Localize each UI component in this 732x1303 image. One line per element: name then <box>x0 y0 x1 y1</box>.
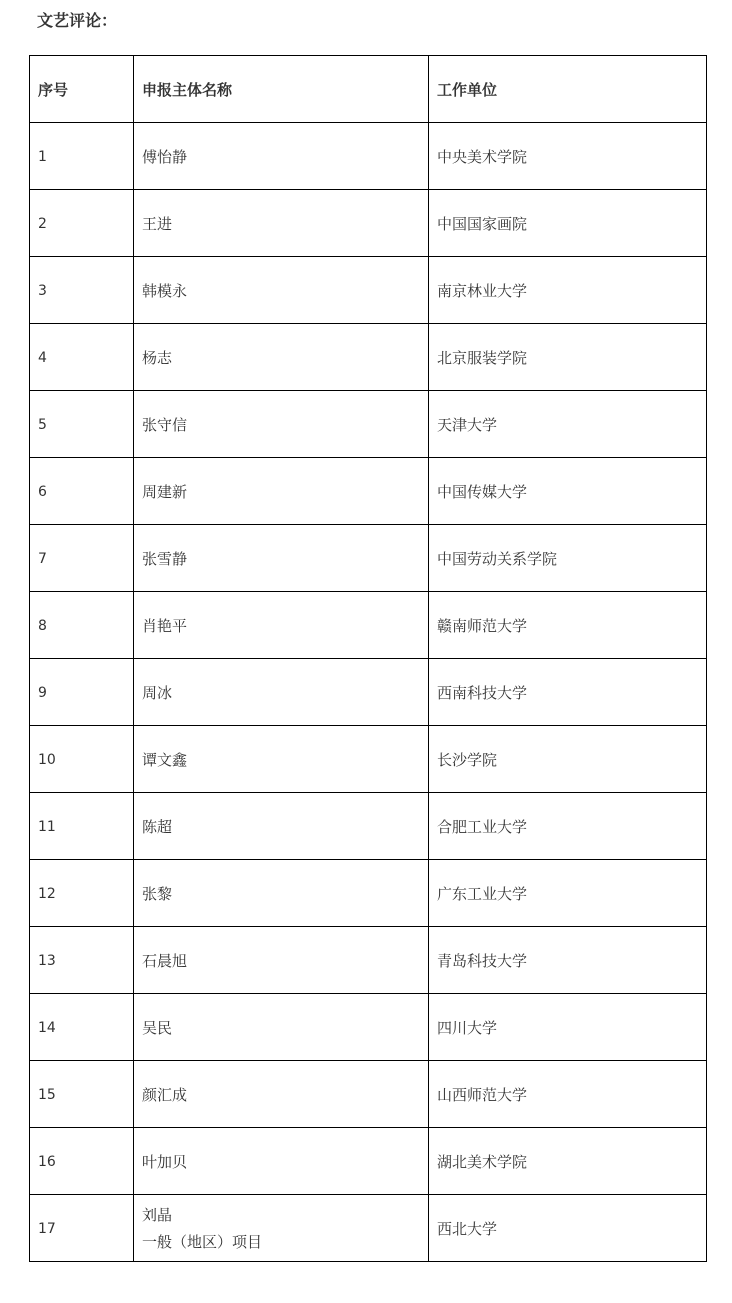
applicant-name-cell <box>134 324 429 391</box>
organization-cell <box>429 994 707 1061</box>
row-index-cell <box>30 458 134 525</box>
row-index: 1 <box>38 149 47 165</box>
organization-cell <box>429 257 707 324</box>
organization-cell <box>429 525 707 592</box>
row-index-cell <box>30 1061 134 1128</box>
section-heading: 文艺评论： <box>37 11 118 30</box>
organization-cell <box>429 1061 707 1128</box>
project-category-note: 一般（地区）项目 <box>142 1233 263 1251</box>
applicant-name-cell <box>134 391 429 458</box>
applicant-name: 肖艳平 <box>142 616 188 635</box>
applicant-name: 周冰 <box>142 683 173 702</box>
organization-name: 山西师范大学 <box>437 1085 528 1104</box>
organization-name: 西南科技大学 <box>437 683 528 702</box>
organization-cell <box>429 860 707 927</box>
row-index: 11 <box>38 819 56 835</box>
organization-cell <box>429 391 707 458</box>
applicant-name-cell <box>134 1195 429 1262</box>
table-row <box>30 592 707 659</box>
organization-name: 南京林业大学 <box>437 281 528 300</box>
table-row <box>30 1195 707 1262</box>
applicant-name: 张雪静 <box>142 549 188 568</box>
row-index: 10 <box>38 752 56 768</box>
table-row <box>30 1061 707 1128</box>
table-row <box>30 1128 707 1195</box>
row-index-cell <box>30 659 134 726</box>
row-index-cell <box>30 726 134 793</box>
row-index: 7 <box>38 551 47 567</box>
table-row <box>30 860 707 927</box>
row-index: 6 <box>38 484 47 500</box>
row-index: 2 <box>38 216 47 232</box>
organization-name: 广东工业大学 <box>437 884 528 903</box>
row-index: 9 <box>38 685 47 701</box>
applicant-name: 吴民 <box>142 1018 173 1037</box>
table-row <box>30 257 707 324</box>
organization-name: 西北大学 <box>437 1219 498 1238</box>
applicant-name-cell <box>134 994 429 1061</box>
organization-cell <box>429 726 707 793</box>
table-row <box>30 324 707 391</box>
organization-cell <box>429 927 707 994</box>
organization-cell <box>429 458 707 525</box>
applicant-name-cell <box>134 1128 429 1195</box>
organization-cell <box>429 1195 707 1262</box>
applicant-name: 谭文鑫 <box>142 750 188 769</box>
applicant-name: 王进 <box>142 214 173 233</box>
organization-name: 赣南师范大学 <box>437 616 528 635</box>
table-row <box>30 391 707 458</box>
table-row <box>30 458 707 525</box>
row-index-cell <box>30 525 134 592</box>
applicant-name: 颜汇成 <box>142 1085 188 1104</box>
row-index-cell <box>30 927 134 994</box>
row-index: 15 <box>38 1087 56 1103</box>
row-index-cell <box>30 994 134 1061</box>
applicant-name: 张守信 <box>142 415 188 434</box>
applicant-name: 傅怡静 <box>142 147 188 166</box>
organization-name: 中国传媒大学 <box>437 482 528 501</box>
row-index-cell <box>30 324 134 391</box>
organization-cell <box>429 592 707 659</box>
organization-cell <box>429 190 707 257</box>
table-row <box>30 659 707 726</box>
organization-cell <box>429 123 707 190</box>
column-header-organization: 工作单位 <box>429 56 707 123</box>
table-row <box>30 927 707 994</box>
applicant-name: 石晨旭 <box>142 951 188 970</box>
applicant-name: 刘晶 <box>142 1206 173 1224</box>
row-index-cell <box>30 190 134 257</box>
applicant-name-cell <box>134 927 429 994</box>
organization-cell <box>429 659 707 726</box>
organization-name: 长沙学院 <box>437 750 498 769</box>
applicant-name-cell <box>134 726 429 793</box>
row-index-cell <box>30 123 134 190</box>
table-row <box>30 525 707 592</box>
applicant-name: 张黎 <box>142 884 173 903</box>
row-index: 16 <box>38 1154 56 1170</box>
organization-name: 中国国家画院 <box>437 214 528 233</box>
organization-cell <box>429 1128 707 1195</box>
table-row <box>30 994 707 1061</box>
row-index: 13 <box>38 953 56 969</box>
row-index-cell <box>30 1195 134 1262</box>
row-index: 17 <box>38 1221 56 1237</box>
row-index: 5 <box>38 417 47 433</box>
applicant-name: 周建新 <box>142 482 188 501</box>
applicant-name-cell <box>134 592 429 659</box>
organization-name: 青岛科技大学 <box>437 951 528 970</box>
applicant-name-cell <box>134 257 429 324</box>
applicant-name-cell <box>134 659 429 726</box>
organization-cell <box>429 324 707 391</box>
table-row <box>30 123 707 190</box>
row-index-cell <box>30 793 134 860</box>
row-index: 4 <box>38 350 47 366</box>
organization-name: 合肥工业大学 <box>437 817 528 836</box>
column-header-name: 申报主体名称 <box>134 56 429 123</box>
row-index: 3 <box>38 283 47 299</box>
table-row <box>30 793 707 860</box>
applicant-name-cell <box>134 458 429 525</box>
organization-name: 天津大学 <box>437 415 498 434</box>
row-index-cell <box>30 391 134 458</box>
applicant-name-cell <box>134 860 429 927</box>
applicant-name: 杨志 <box>142 348 173 367</box>
row-index: 14 <box>38 1020 56 1036</box>
organization-name: 北京服装学院 <box>437 348 528 367</box>
row-index-cell <box>30 257 134 324</box>
row-index: 12 <box>38 886 56 902</box>
row-index-cell <box>30 1128 134 1195</box>
applicant-name-cell <box>134 1061 429 1128</box>
table-row <box>30 190 707 257</box>
table-body <box>30 123 707 1262</box>
table-row <box>30 726 707 793</box>
table-header-row <box>30 56 707 123</box>
organization-name: 四川大学 <box>437 1018 498 1037</box>
organization-name: 湖北美术学院 <box>437 1152 528 1171</box>
applicant-name: 陈超 <box>142 817 173 836</box>
organization-name: 中国劳动关系学院 <box>437 549 558 568</box>
column-header-index: 序号 <box>30 56 134 123</box>
applicant-name: 叶加贝 <box>142 1152 188 1171</box>
awardee-table <box>29 55 707 1262</box>
applicant-name-cell <box>134 525 429 592</box>
row-index-cell <box>30 860 134 927</box>
row-index-cell <box>30 592 134 659</box>
row-index: 8 <box>38 618 47 634</box>
applicant-name-cell <box>134 190 429 257</box>
organization-cell <box>429 793 707 860</box>
applicant-name-cell <box>134 793 429 860</box>
organization-name: 中央美术学院 <box>437 147 528 166</box>
applicant-name: 韩模永 <box>142 281 188 300</box>
applicant-name-cell <box>134 123 429 190</box>
